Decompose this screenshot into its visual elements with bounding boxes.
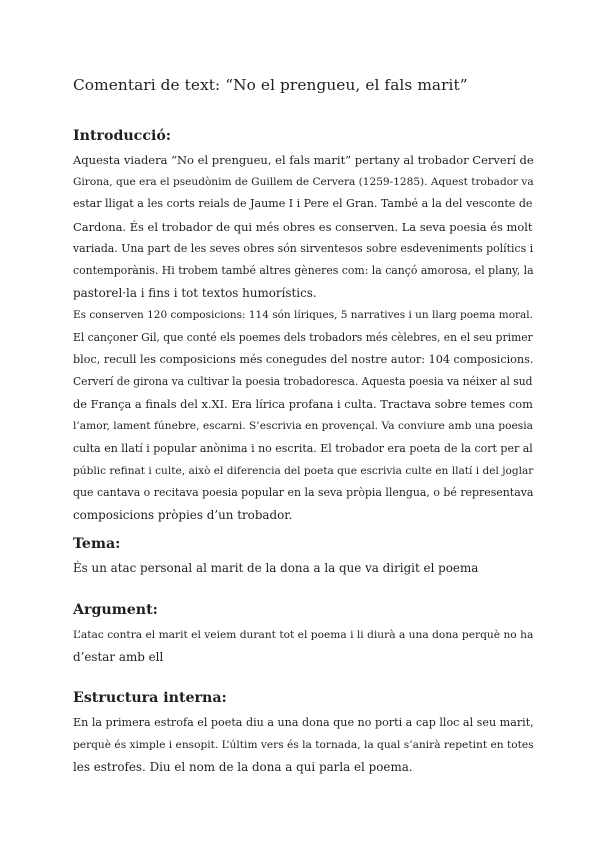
text-line: Cardona. És el trobador de qui més obres es conserven. La seva poesia és molt — [73, 219, 533, 234]
text-line: bloc, recull les composicions més conegudes del nostre autor: 104 composicions. — [73, 352, 534, 366]
text-line: L’atac contra el marit el veiem durant tot el poema i li diurà a una dona perquè no ha — [73, 628, 534, 641]
text-line: culta en llatí i popular anònima i no escrita. El trobador era poeta de la cort per al — [73, 441, 533, 455]
section-body-argument — [73, 624, 533, 668]
text-line: Es conserven 120 composicions: 114 són líriques, 5 narratives i un llarg poema moral. — [73, 309, 533, 322]
text-line: estar lligat a les corts reials de Jaume I i Pere el Gran. També a la del vesconte de — [73, 197, 533, 211]
section-heading-argument: Argument: — [73, 602, 158, 618]
text-line: En la primera estrofa el poeta diu a una dona que no porti a cap lloc al seu marit, — [73, 716, 534, 729]
text-line: contemporànis. Hi trobem també altres gèneres com: la cançó amorosa, el plany, la — [73, 264, 534, 278]
text-line: Cerverí de girona va cultivar la poesia trobadoresca. Aquesta poesia va néixer al sud — [73, 375, 533, 389]
text-line: que cantava o recitava poesia popular en la seva pròpia llengua, o bé representava — [73, 486, 534, 500]
text-line: Aquesta viadera “No el prengueu, el fals marit” pertany al trobador Cerverí de — [73, 153, 534, 167]
text-line: Girona, que era el pseudònim de Guillem de Cervera (1259-1285). Aquest trobador va — [73, 176, 534, 189]
section-heading-tema: Tema: — [73, 536, 121, 552]
text-line: l’amor, lament fúnebre, escarni. S’escrivia en provençal. Va conviure amb una poesia — [73, 419, 533, 433]
text-line: de França a finals del x.XI. Era lírica profana i culta. Tractava sobre temes com — [73, 397, 533, 412]
section-body-tema — [73, 557, 533, 579]
text-line: variada. Una part de les seves obres són sirventesos sobre esdeveniments polítics i — [73, 241, 534, 255]
text-line: públic refinat i culte, això el diferencia del poeta que escrivia culte en llatí i del joglar — [73, 464, 534, 477]
section-body-introduccio — [73, 149, 533, 526]
text-line: El cançoner Gil, que conté els poemes dels trobadors més cèlebres, en el seu primer — [73, 330, 533, 344]
section-heading-introduccio: Introducció: — [73, 128, 172, 144]
section-body-estructura-interna — [73, 712, 533, 779]
text-line: pastorel·la i fins i tot textos humorístics. — [73, 286, 317, 301]
text-line: composicions pròpies d’un trobador. — [73, 508, 293, 523]
text-line: les estrofes. Diu el nom de la dona a qui parla el poema. — [73, 760, 413, 775]
text-line: d’estar amb ell — [73, 650, 164, 665]
section-heading-estructura-interna: Estructura interna: — [73, 690, 227, 706]
text-line: És un atac personal al marit de la dona a la que va dirigit el poema — [73, 561, 479, 575]
document-title: Comentari de text: “No el prengueu, el fals marit” — [73, 76, 468, 94]
text-line: perquè és ximple i ensopit. L’últim vers és la tornada, la qual s’anirà repetint en totes — [73, 738, 534, 752]
